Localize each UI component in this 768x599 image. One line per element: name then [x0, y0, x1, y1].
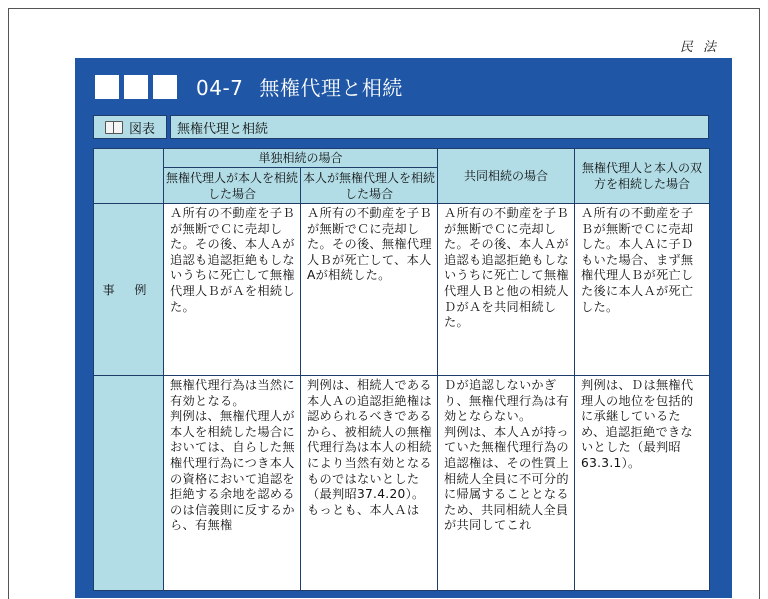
figure-title: 無権代理と相続: [170, 115, 709, 139]
comparison-table: [93, 148, 710, 591]
table-cell: [301, 376, 438, 591]
cell-paragraph: 無権代理行為は当然に有効となる。: [170, 378, 295, 408]
figure-bar: [93, 115, 709, 139]
table-cell: Ａ所有の不動産を子Ｂが無断でＣに売却した。その後、本人Ａが追認も追認拒絶もしないうちに死亡して無権代理人Ｂと他の相続人ＤがＡを共同相続した。: [438, 204, 575, 376]
table-header-row: [94, 149, 710, 168]
col-header-both: 無権代理人と本人の双方を相続した場合: [575, 149, 710, 204]
row-header-effect: [94, 376, 164, 591]
cell-paragraph: Ｄが追認しないかぎり、無権代理行為は有効とならない。: [444, 378, 569, 424]
title-square-icon: [153, 75, 177, 99]
cell-paragraph: 判例は、Ｄは無権代理人の地位を包括的に承継しているため、追認拒絶できないとした（最判昭63.3.1）。: [581, 378, 694, 470]
cell-paragraph: 判例は、本人Ａが持っていた無権代理行為の追認権は、その性質上相続人全員に不可分的に帰属することとなるため、共同相続人全員が共同してこれ: [444, 424, 569, 533]
cell-paragraph: 判例は、無権代理人が本人を相続した場合においては、自らした無権代理行為につき本人の資格において追認を拒絶する余地を認めるのは信義則に反するから、有無権: [170, 409, 295, 533]
col-header-joint: 共同相続の場合: [438, 149, 575, 204]
section-title-text: 無権代理と相続: [259, 76, 403, 100]
figure-tag: [93, 115, 167, 139]
table-cell: [164, 376, 301, 591]
col-header-principal-inherits: 本人が無権代理人を相続した場合: [301, 168, 438, 204]
cell-paragraph: 判例は、相続人である本人Ａの追認拒絶権は認められるべきであるから、被相続人の無権代理行為は本人の相続により当然有効となるものではないとした（最判昭37.4.20）。: [307, 378, 432, 502]
table-cell: Ａ所有の不動産を子Ｂが無断でＣに売却した。本人Ａに子Ｄもいた場合、まず無権代理人Ｂが死亡した後に本人Ａが死亡した。: [575, 204, 710, 376]
cell-paragraph: もっとも、本人Ａは: [307, 502, 420, 517]
corner-header: [94, 149, 164, 204]
figure-tag-label: 図表: [128, 121, 155, 137]
table-cell: Ａ所有の不動産を子Ｂが無断でＣに売却した。その後、本人Ａが追認も追認拒絶もしないうちに死亡して無権代理人ＢがＡを相続した。: [164, 204, 301, 376]
section-header: [95, 72, 403, 101]
table-cell: Ａ所有の不動産を子Ｂが無断でＣに売却した。その後、無権代理人Ｂが死亡して、本人Aが相続した。: [301, 204, 438, 376]
section-title: [196, 72, 403, 101]
group-header: 単独相続の場合: [164, 149, 438, 168]
table-cell: [575, 376, 710, 591]
subject-label: 民 法: [679, 40, 719, 55]
table-row: [94, 204, 710, 376]
title-square-icon: [95, 75, 119, 99]
col-header-agent-inherits: 無権代理人が本人を相続した場合: [164, 168, 301, 204]
section-panel: [75, 58, 732, 598]
row-header-case: 事 例: [94, 204, 164, 376]
table-cell: [438, 376, 575, 591]
table-row: [94, 376, 710, 591]
book-icon: [105, 121, 123, 134]
section-number: 04-7: [196, 76, 244, 100]
title-square-icon: [124, 75, 148, 99]
